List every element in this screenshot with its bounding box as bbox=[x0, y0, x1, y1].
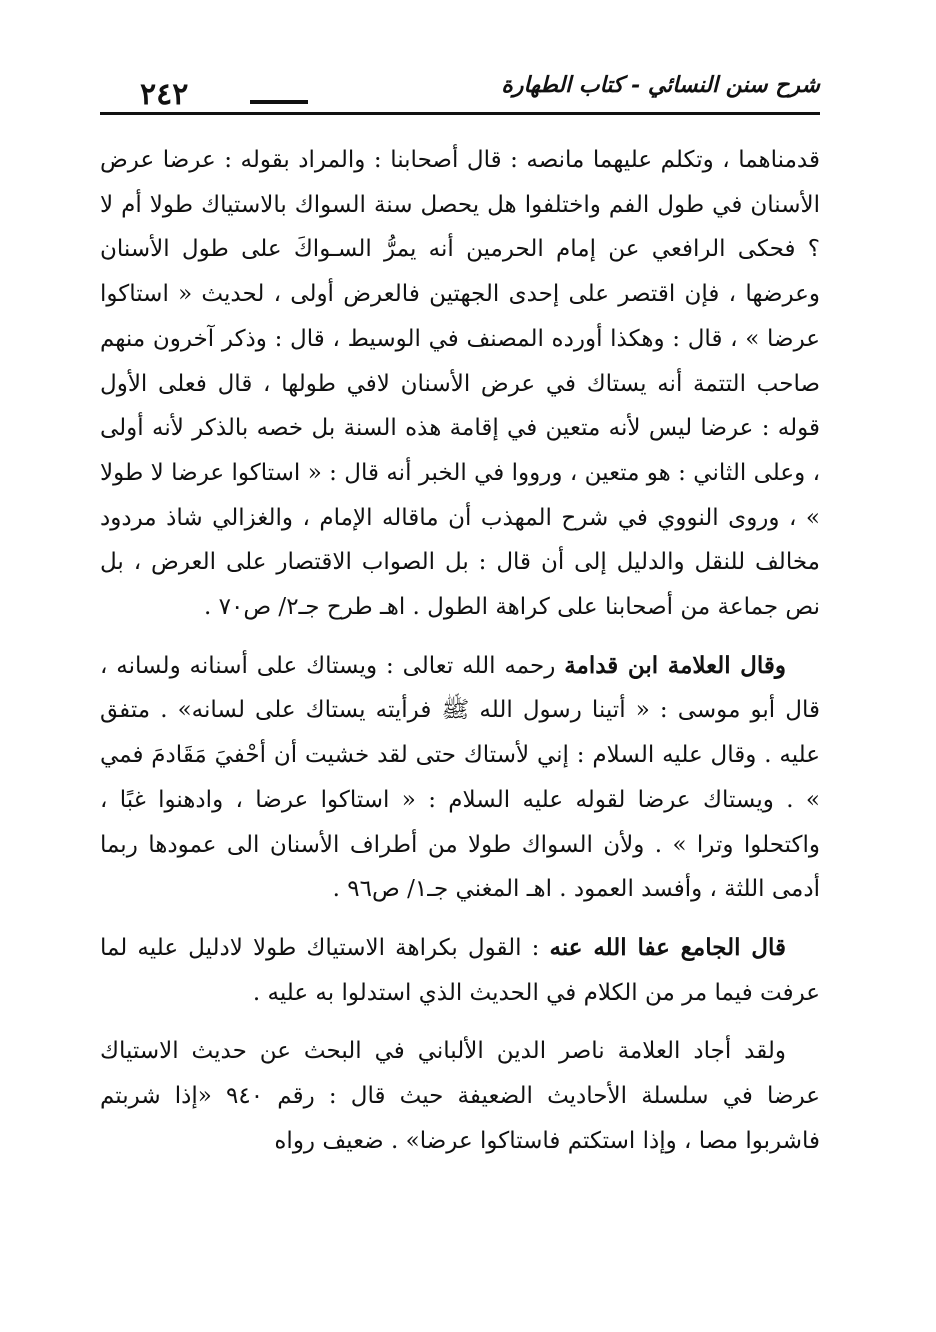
paragraph-text: : القول بكراهة الاستياك طولا لادليل عليه لما عرفت فيما مر من الكلام في الحديث الذي استدلوا به عليه . bbox=[100, 934, 820, 1006]
paragraph-compiler-note bbox=[100, 926, 820, 1015]
paragraph-lead: وقال العلامة ابن قدامة bbox=[564, 651, 786, 679]
paragraph-nawawi-quote bbox=[100, 138, 820, 630]
page-number-dash bbox=[250, 100, 308, 104]
running-title: شرح سنن النسائي - كتاب الطهارة bbox=[501, 72, 820, 98]
paragraph-ibn-qudamah bbox=[100, 644, 820, 912]
paragraph-albani bbox=[100, 1029, 820, 1163]
page-number: ٢٤٢ bbox=[140, 77, 189, 112]
page-body bbox=[100, 138, 820, 1163]
paragraph-lead: قال الجامع عفا الله عنه bbox=[549, 933, 786, 961]
paragraph-text: رحمه الله تعالى : ويستاك على أسنانه ولسانه ، قال أبو موسى : « أتينا رسول الله ﷺ فرأيته يستاك على لسانه» . متفق عليه . وقال عليه السلام : إني لأستاك حتى لقد خشيت أن أحْفيَ مَقَادمَ فمي » . ويستاك عرضا لقوله عليه السلام : « استاكوا عرضا ، وادهنوا غبًا ، واكتحلوا وترا » . ولأن السواك طولا من أطراف الأسنان الى عمودها ربما أدمى اللثة ، وأفسد العمود . اهـ المغني جـ١/ ص٩٦ . bbox=[100, 652, 820, 903]
page-header bbox=[100, 70, 820, 116]
paragraph-text: قدمناهما ، وتكلم عليهما مانصه : قال أصحابنا : والمراد بقوله : عرضا عرض الأسنان في طول الفم واختلفوا هل يحصل سنة السواك بالاستياك طولا أم لا ؟ فحكى الرافعي عن إمام الحرمين أنه يمرُّ السـواكَ على طول الأسنان وعرضها ، فإن اقتصر على إحدى الجهتين فالعرض أولى ، لحديث « استاكوا عرضا » ، قال : وهكذا أورده المصنف في الوسيط ، قال : وذكر آخرون منهم صاحب التتمة أنه يستاك في عرض الأسنان لافي طولها ، قال فعلى الأول قوله : عرضا ليس لأنه متعين في إقامة هذه السنة بل خصه بالذكر لأنه أولى ، وعلى الثاني : هو متعين ، ورووا في الخبر أنه قال : « استاكوا عرضا لا طولا » ، وروى النووي في شرح المهذب أن ماقاله الإمام ، والغزالي شاذ مردود مخالف للنقل والدليل إلى أن قال : بل الصواب الاقتصار على العرض ، بل نص جماعة من أصحابنا على كراهة الطول . اهـ طرح جـ٢/ ص٧٠ . bbox=[100, 147, 820, 621]
header-rule bbox=[100, 112, 820, 115]
paragraph-text: ولقد أجاد العلامة ناصر الدين الألباني في البحث عن حديث الاستياك عرضا في سلسلة الأحاديث الضعيفة حيث قال : رقم ٩٤٠ «إذا شربتم فاشربوا مصا ، وإذا استكتم فاستاكوا عرضا» . ضعيف رواه bbox=[100, 1038, 821, 1154]
